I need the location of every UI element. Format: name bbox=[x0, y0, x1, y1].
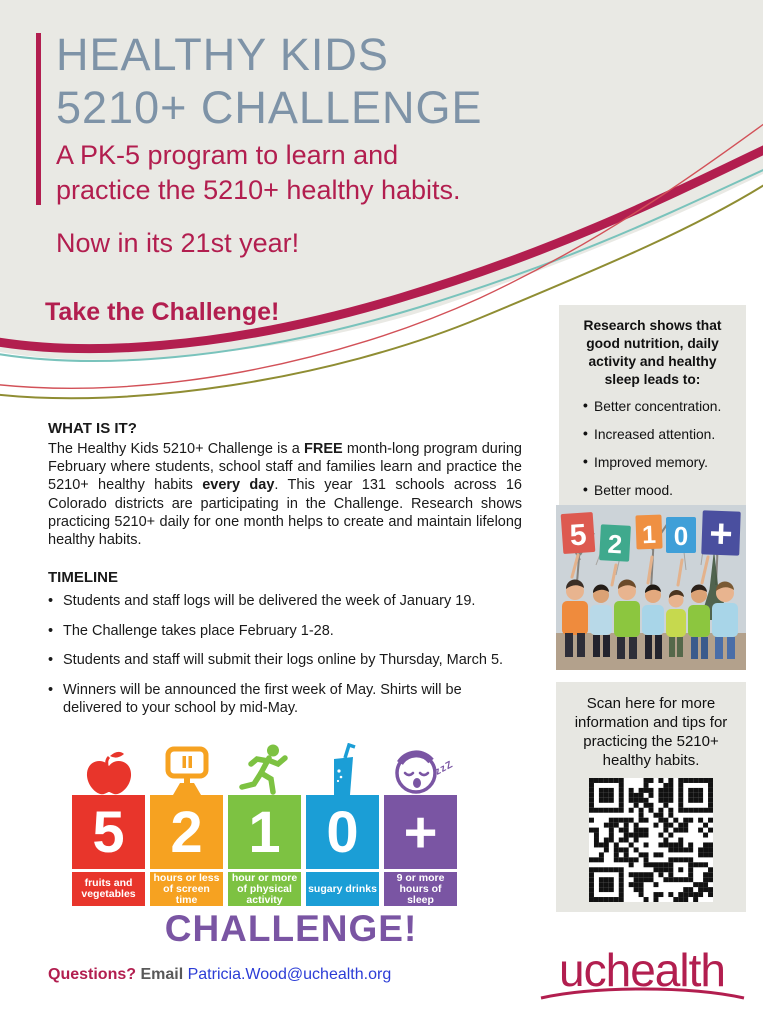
uchealth-logo-text: uchealth bbox=[559, 944, 725, 996]
qr-caption: Scan here for more information and tips for practicing the 5210+ healthy habits. bbox=[574, 695, 728, 769]
block-fruits bbox=[72, 743, 145, 906]
year-note: Now in its 21st year! bbox=[56, 228, 300, 258]
5210-challenge-graphic bbox=[72, 743, 457, 906]
subtitle: A PK-5 program to learn and practice the 5210+ healthy habits. bbox=[56, 140, 461, 205]
kids-photo bbox=[556, 505, 746, 670]
number-plus: + bbox=[384, 795, 457, 869]
research-box-heading: Research shows that good nutrition, daily activity and healthy sleep leads to: bbox=[583, 318, 722, 387]
zzz-glyphs: zzZ bbox=[433, 758, 456, 778]
label-sleep: 9 or more hours of sleep bbox=[384, 872, 457, 906]
runner-icon bbox=[228, 743, 301, 795]
monitor-icon bbox=[150, 743, 223, 795]
title-accent-bar bbox=[36, 33, 41, 205]
timeline-item: • Students and staff will submit their logs online by Thursday, March 5. bbox=[48, 651, 522, 669]
challenge-word: CHALLENGE! bbox=[164, 908, 418, 949]
number-5: 5 bbox=[72, 795, 145, 869]
timeline-item: • The Challenge takes place February 1-28. bbox=[48, 622, 522, 640]
timeline-item: • Students and staff logs will be delivered the week of January 19. bbox=[48, 592, 522, 610]
drink-icon bbox=[306, 743, 379, 795]
number-0: 0 bbox=[306, 795, 379, 869]
label-fruits: fruits and vegetables bbox=[72, 872, 145, 906]
what-is-it-heading: WHAT IS IT? bbox=[48, 420, 137, 437]
title-line-1: HEALTHY KIDS bbox=[56, 29, 389, 80]
svg-text:2: 2 bbox=[606, 528, 623, 560]
block-screen-time bbox=[150, 743, 223, 906]
questions-line bbox=[48, 966, 391, 984]
research-item: • Better mood. bbox=[583, 483, 736, 498]
svg-text:1: 1 bbox=[641, 520, 657, 550]
svg-text:0: 0 bbox=[673, 521, 689, 551]
research-item: • Increased attention. bbox=[583, 427, 736, 442]
qr-code bbox=[589, 778, 713, 902]
title-line-2: 5210+ CHALLENGE bbox=[56, 82, 483, 133]
number-1: 1 bbox=[228, 795, 301, 869]
email-link[interactable]: Patricia.Wood@uchealth.org bbox=[187, 966, 392, 983]
questions-label: Questions? bbox=[48, 966, 137, 983]
email-label: Email bbox=[140, 966, 184, 983]
research-item: • Better concentration. bbox=[583, 399, 736, 414]
timeline-item: • Winners will be announced the first week of May. Shirts will be delivered to your school by mid-May. bbox=[48, 681, 493, 717]
block-sugary-drinks bbox=[306, 743, 379, 906]
label-screen-time: hours or less of screen time bbox=[150, 872, 223, 906]
uchealth-logo bbox=[535, 938, 750, 1018]
main-column bbox=[48, 420, 522, 728]
apple-icon bbox=[72, 743, 145, 795]
page-title bbox=[56, 28, 482, 134]
number-2: 2 bbox=[150, 795, 223, 869]
what-is-it-paragraph: The Healthy Kids 5210+ Challenge is a FREE month-long program during February where students, school staff and families learn and practice the 5210+ healthy habits every day. This year 131 schools across 16 Colorado districts are participating in the Challenge. Research shows practicing 5210+ daily for one month helps to create and maintain lifelong healthy habits. bbox=[48, 441, 522, 549]
sleeping-face-icon bbox=[384, 743, 457, 795]
label-sugary-drinks: sugary drinks bbox=[306, 872, 379, 906]
block-activity bbox=[228, 743, 301, 906]
qr-box bbox=[556, 682, 746, 912]
svg-text:5: 5 bbox=[568, 518, 588, 553]
block-sleep bbox=[384, 743, 457, 906]
timeline-heading: TIMELINE bbox=[48, 569, 118, 587]
timeline-list bbox=[48, 592, 522, 717]
take-the-challenge-heading: Take the Challenge! bbox=[45, 298, 280, 326]
research-item: • Improved memory. bbox=[583, 455, 736, 470]
svg-text:+: + bbox=[708, 511, 734, 557]
label-activity: hour or more of physical activity bbox=[228, 872, 301, 906]
